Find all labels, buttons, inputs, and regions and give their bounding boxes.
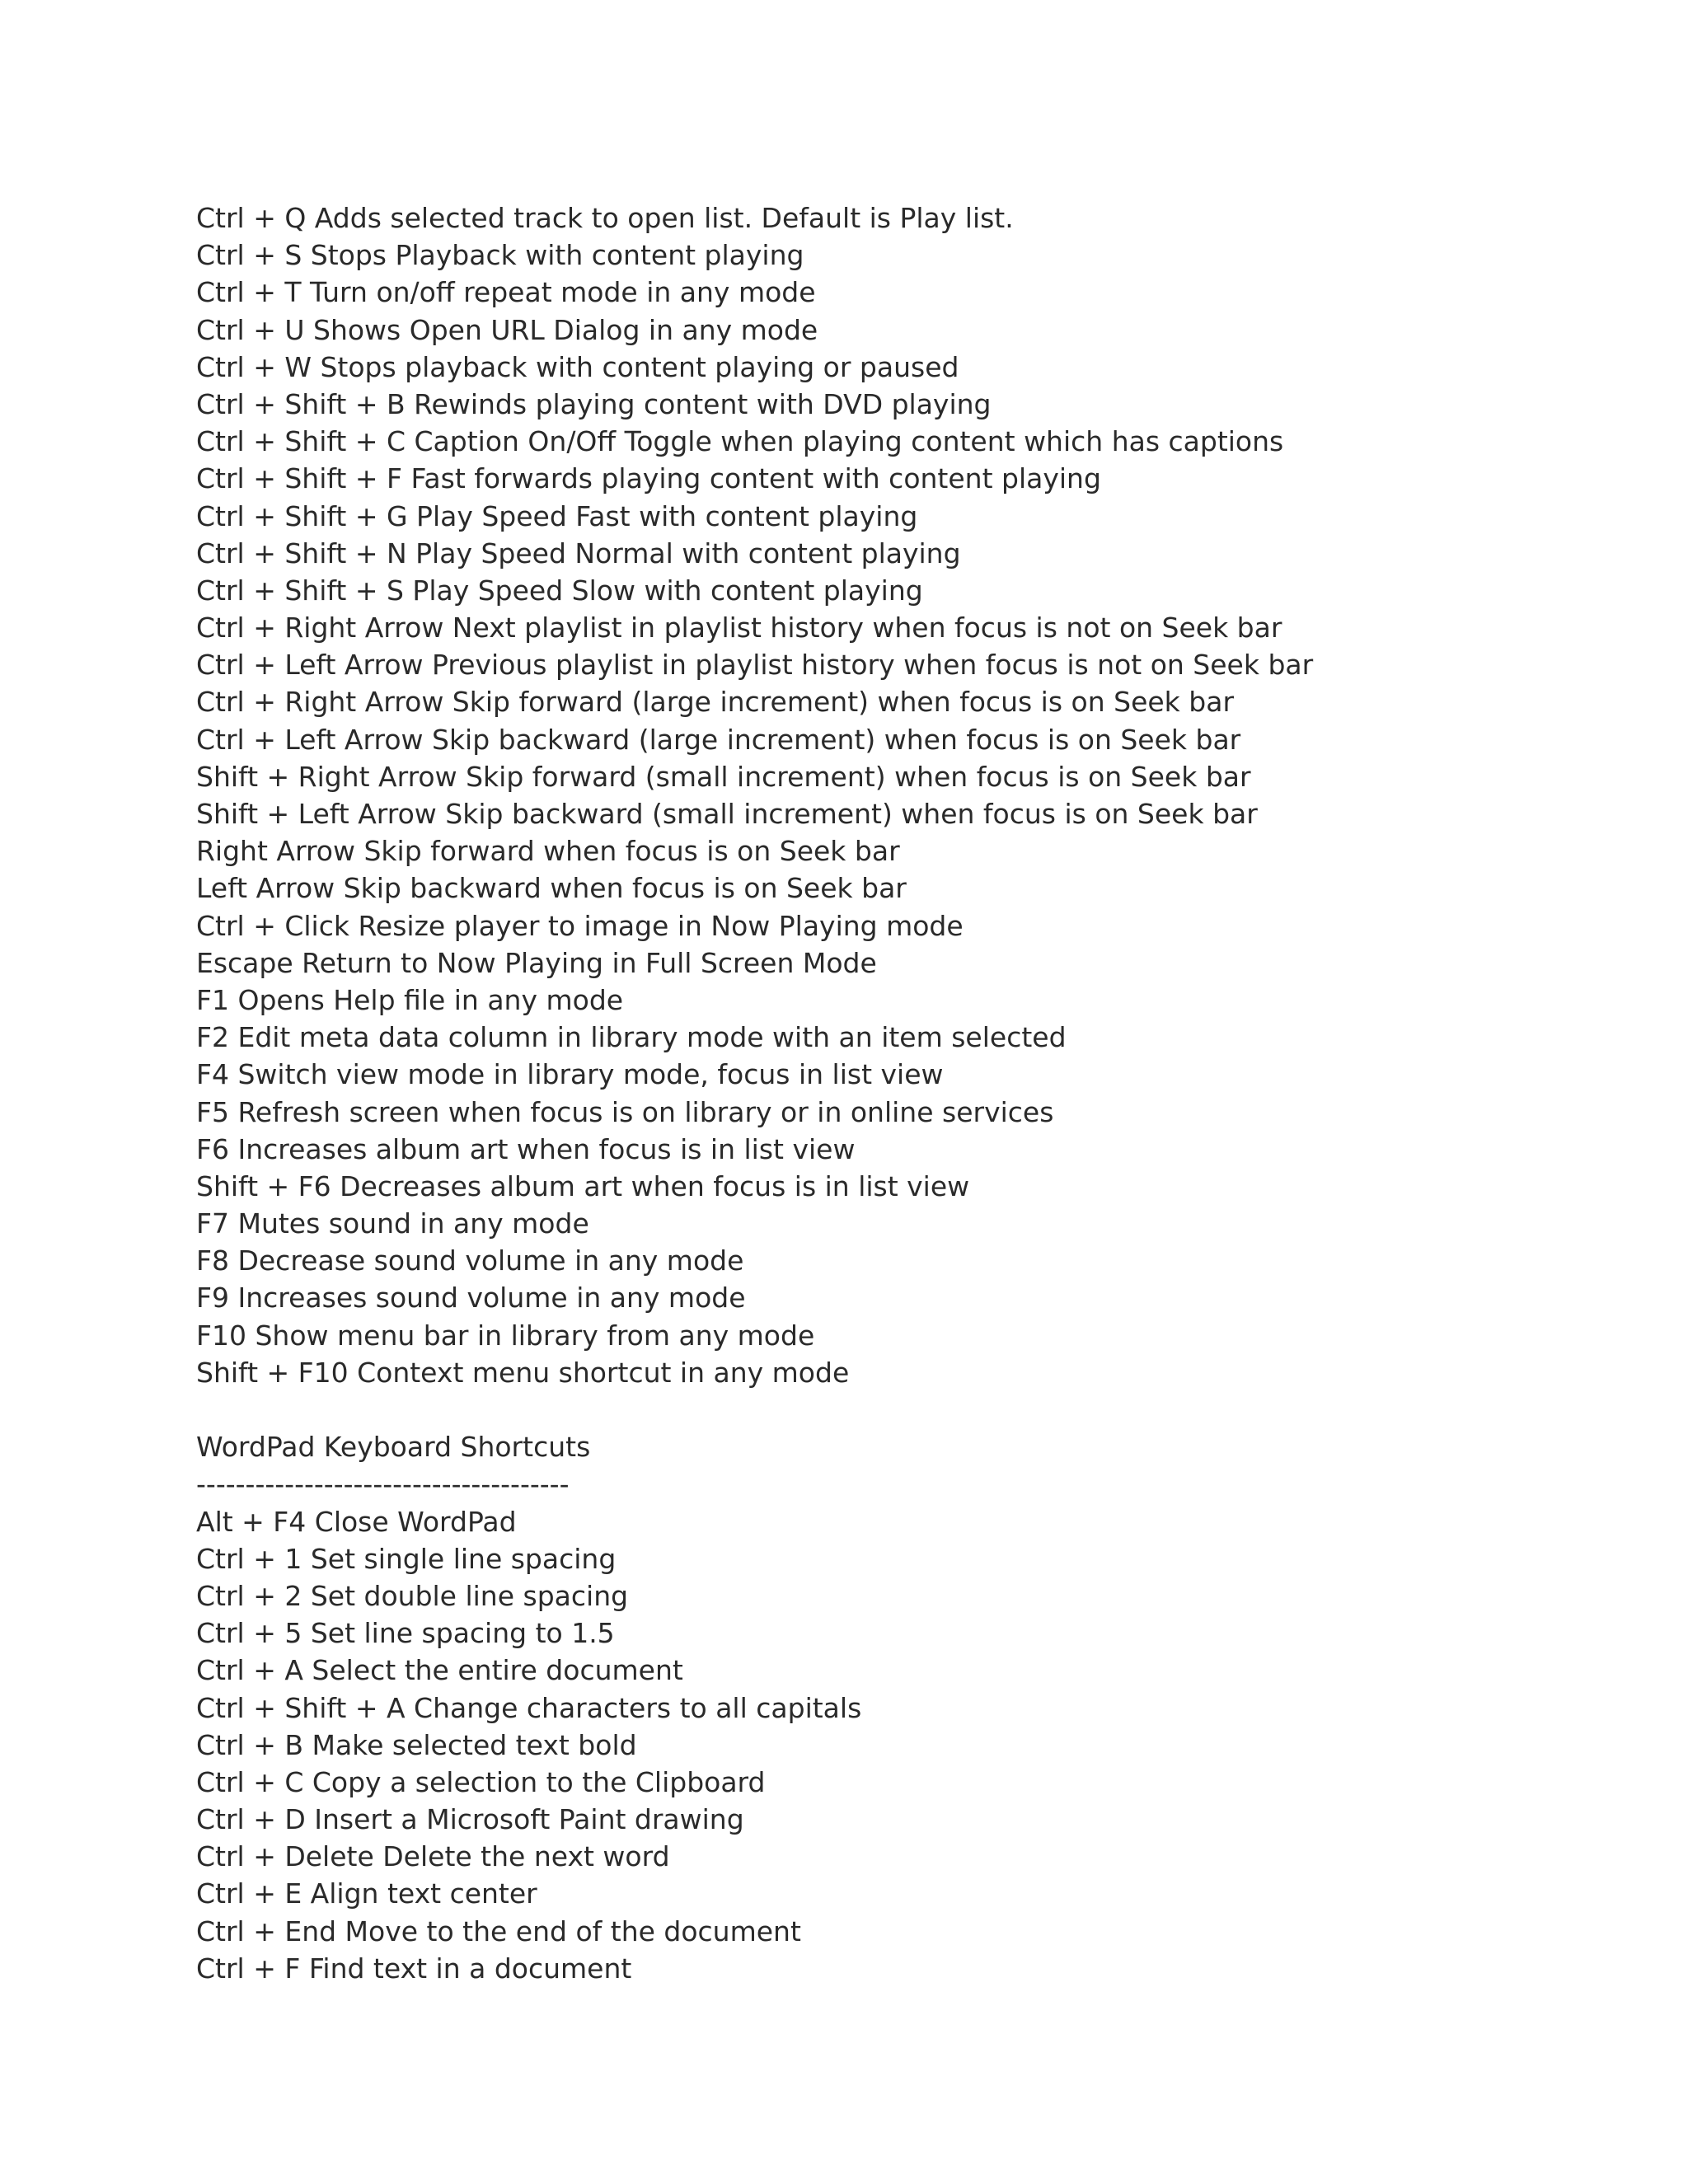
shortcut-line: Ctrl + Q Adds selected track to open list. Default is Play list. xyxy=(196,202,1014,234)
shortcut-line: Ctrl + End Move to the end of the document xyxy=(196,1915,801,1947)
blank-line xyxy=(196,1391,1597,1428)
shortcut-line: Ctrl + 2 Set double line spacing xyxy=(196,1579,629,1612)
wordpad-section xyxy=(196,1428,1597,1987)
shortcut-line: Right Arrow Skip forward when focus is on Seek bar xyxy=(196,835,900,868)
shortcut-line: Ctrl + D Insert a Microsoft Paint drawing xyxy=(196,1803,744,1836)
shortcut-line: Ctrl + F Find text in a document xyxy=(196,1952,632,1985)
shortcut-line: Ctrl + Shift + G Play Speed Fast with content playing xyxy=(196,499,918,532)
shortcut-line: Shift + F6 Decreases album art when focus is in list view xyxy=(196,1169,970,1202)
shortcut-line: Ctrl + A Select the entire document xyxy=(196,1654,683,1687)
shortcut-line: Ctrl + C Copy a selection to the Clipboard xyxy=(196,1765,766,1798)
shortcut-line: Alt + F4 Close WordPad xyxy=(196,1505,517,1538)
shortcut-line: Ctrl + 1 Set single line spacing xyxy=(196,1542,617,1575)
shortcut-line: Ctrl + T Turn on/off repeat mode in any mode xyxy=(196,276,816,309)
document-page xyxy=(196,199,1597,1987)
shortcut-line: Ctrl + S Stops Playback with content playing xyxy=(196,239,804,272)
shortcut-line: Ctrl + Shift + A Change characters to all capitals xyxy=(196,1691,862,1724)
shortcut-line: F4 Switch view mode in library mode, focus in list view xyxy=(196,1058,944,1091)
shortcut-line: Ctrl + Right Arrow Next playlist in playlist history when focus is not on Seek bar xyxy=(196,612,1282,644)
player-shortcut-list xyxy=(196,199,1597,1391)
shortcut-line: Ctrl + E Align text center xyxy=(196,1877,537,1910)
shortcut-line: F8 Decrease sound volume in any mode xyxy=(196,1244,744,1277)
shortcut-line: F7 Mutes sound in any mode xyxy=(196,1207,589,1240)
shortcut-line: Ctrl + U Shows Open URL Dialog in any mode xyxy=(196,313,818,346)
section-heading: WordPad Keyboard Shortcuts xyxy=(196,1431,591,1464)
shortcut-line: F2 Edit meta data column in library mode with an item selected xyxy=(196,1021,1067,1054)
shortcut-line: Ctrl + Shift + N Play Speed Normal with content playing xyxy=(196,537,961,569)
shortcut-line: Ctrl + Delete Delete the next word xyxy=(196,1840,670,1873)
shortcut-line: Ctrl + 5 Set line spacing to 1.5 xyxy=(196,1617,615,1650)
shortcut-line: F9 Increases sound volume in any mode xyxy=(196,1282,746,1315)
shortcut-line: Ctrl + B Make selected text bold xyxy=(196,1728,637,1761)
shortcut-line: Ctrl + Click Resize player to image in Now Playing mode xyxy=(196,909,964,942)
section-divider: -------------------------------------- xyxy=(196,1468,570,1501)
shortcut-line: Shift + Right Arrow Skip forward (small increment) when focus is on Seek bar xyxy=(196,760,1251,793)
shortcut-line: Ctrl + Left Arrow Previous playlist in playlist history when focus is not on Seek bar xyxy=(196,649,1314,682)
shortcut-line: Ctrl + Shift + S Play Speed Slow with content playing xyxy=(196,574,923,607)
shortcut-line: Ctrl + Shift + B Rewinds playing content with DVD playing xyxy=(196,387,992,420)
shortcut-line: F5 Refresh screen when focus is on library or in online services xyxy=(196,1095,1054,1128)
shortcut-line: F10 Show menu bar in library from any mode xyxy=(196,1319,815,1352)
shortcut-line: Left Arrow Skip backward when focus is on Seek bar xyxy=(196,872,907,905)
shortcut-line: Shift + F10 Context menu shortcut in any mode xyxy=(196,1356,850,1389)
shortcut-line: Ctrl + Left Arrow Skip backward (large increment) when focus is on Seek bar xyxy=(196,723,1241,756)
shortcut-line: Ctrl + W Stops playback with content playing or paused xyxy=(196,350,959,383)
shortcut-line: F6 Increases album art when focus is in list view xyxy=(196,1132,856,1165)
shortcut-line: Ctrl + Shift + C Caption On/Off Toggle when playing content which has captions xyxy=(196,425,1284,458)
shortcut-line: Ctrl + Right Arrow Skip forward (large increment) when focus is on Seek bar xyxy=(196,686,1235,719)
shortcut-line: Shift + Left Arrow Skip backward (small increment) when focus is on Seek bar xyxy=(196,798,1258,830)
shortcut-line: F1 Opens Help file in any mode xyxy=(196,983,624,1016)
shortcut-line: Ctrl + Shift + F Fast forwards playing content with content playing xyxy=(196,462,1101,495)
shortcut-line: Escape Return to Now Playing in Full Screen Mode xyxy=(196,946,877,979)
